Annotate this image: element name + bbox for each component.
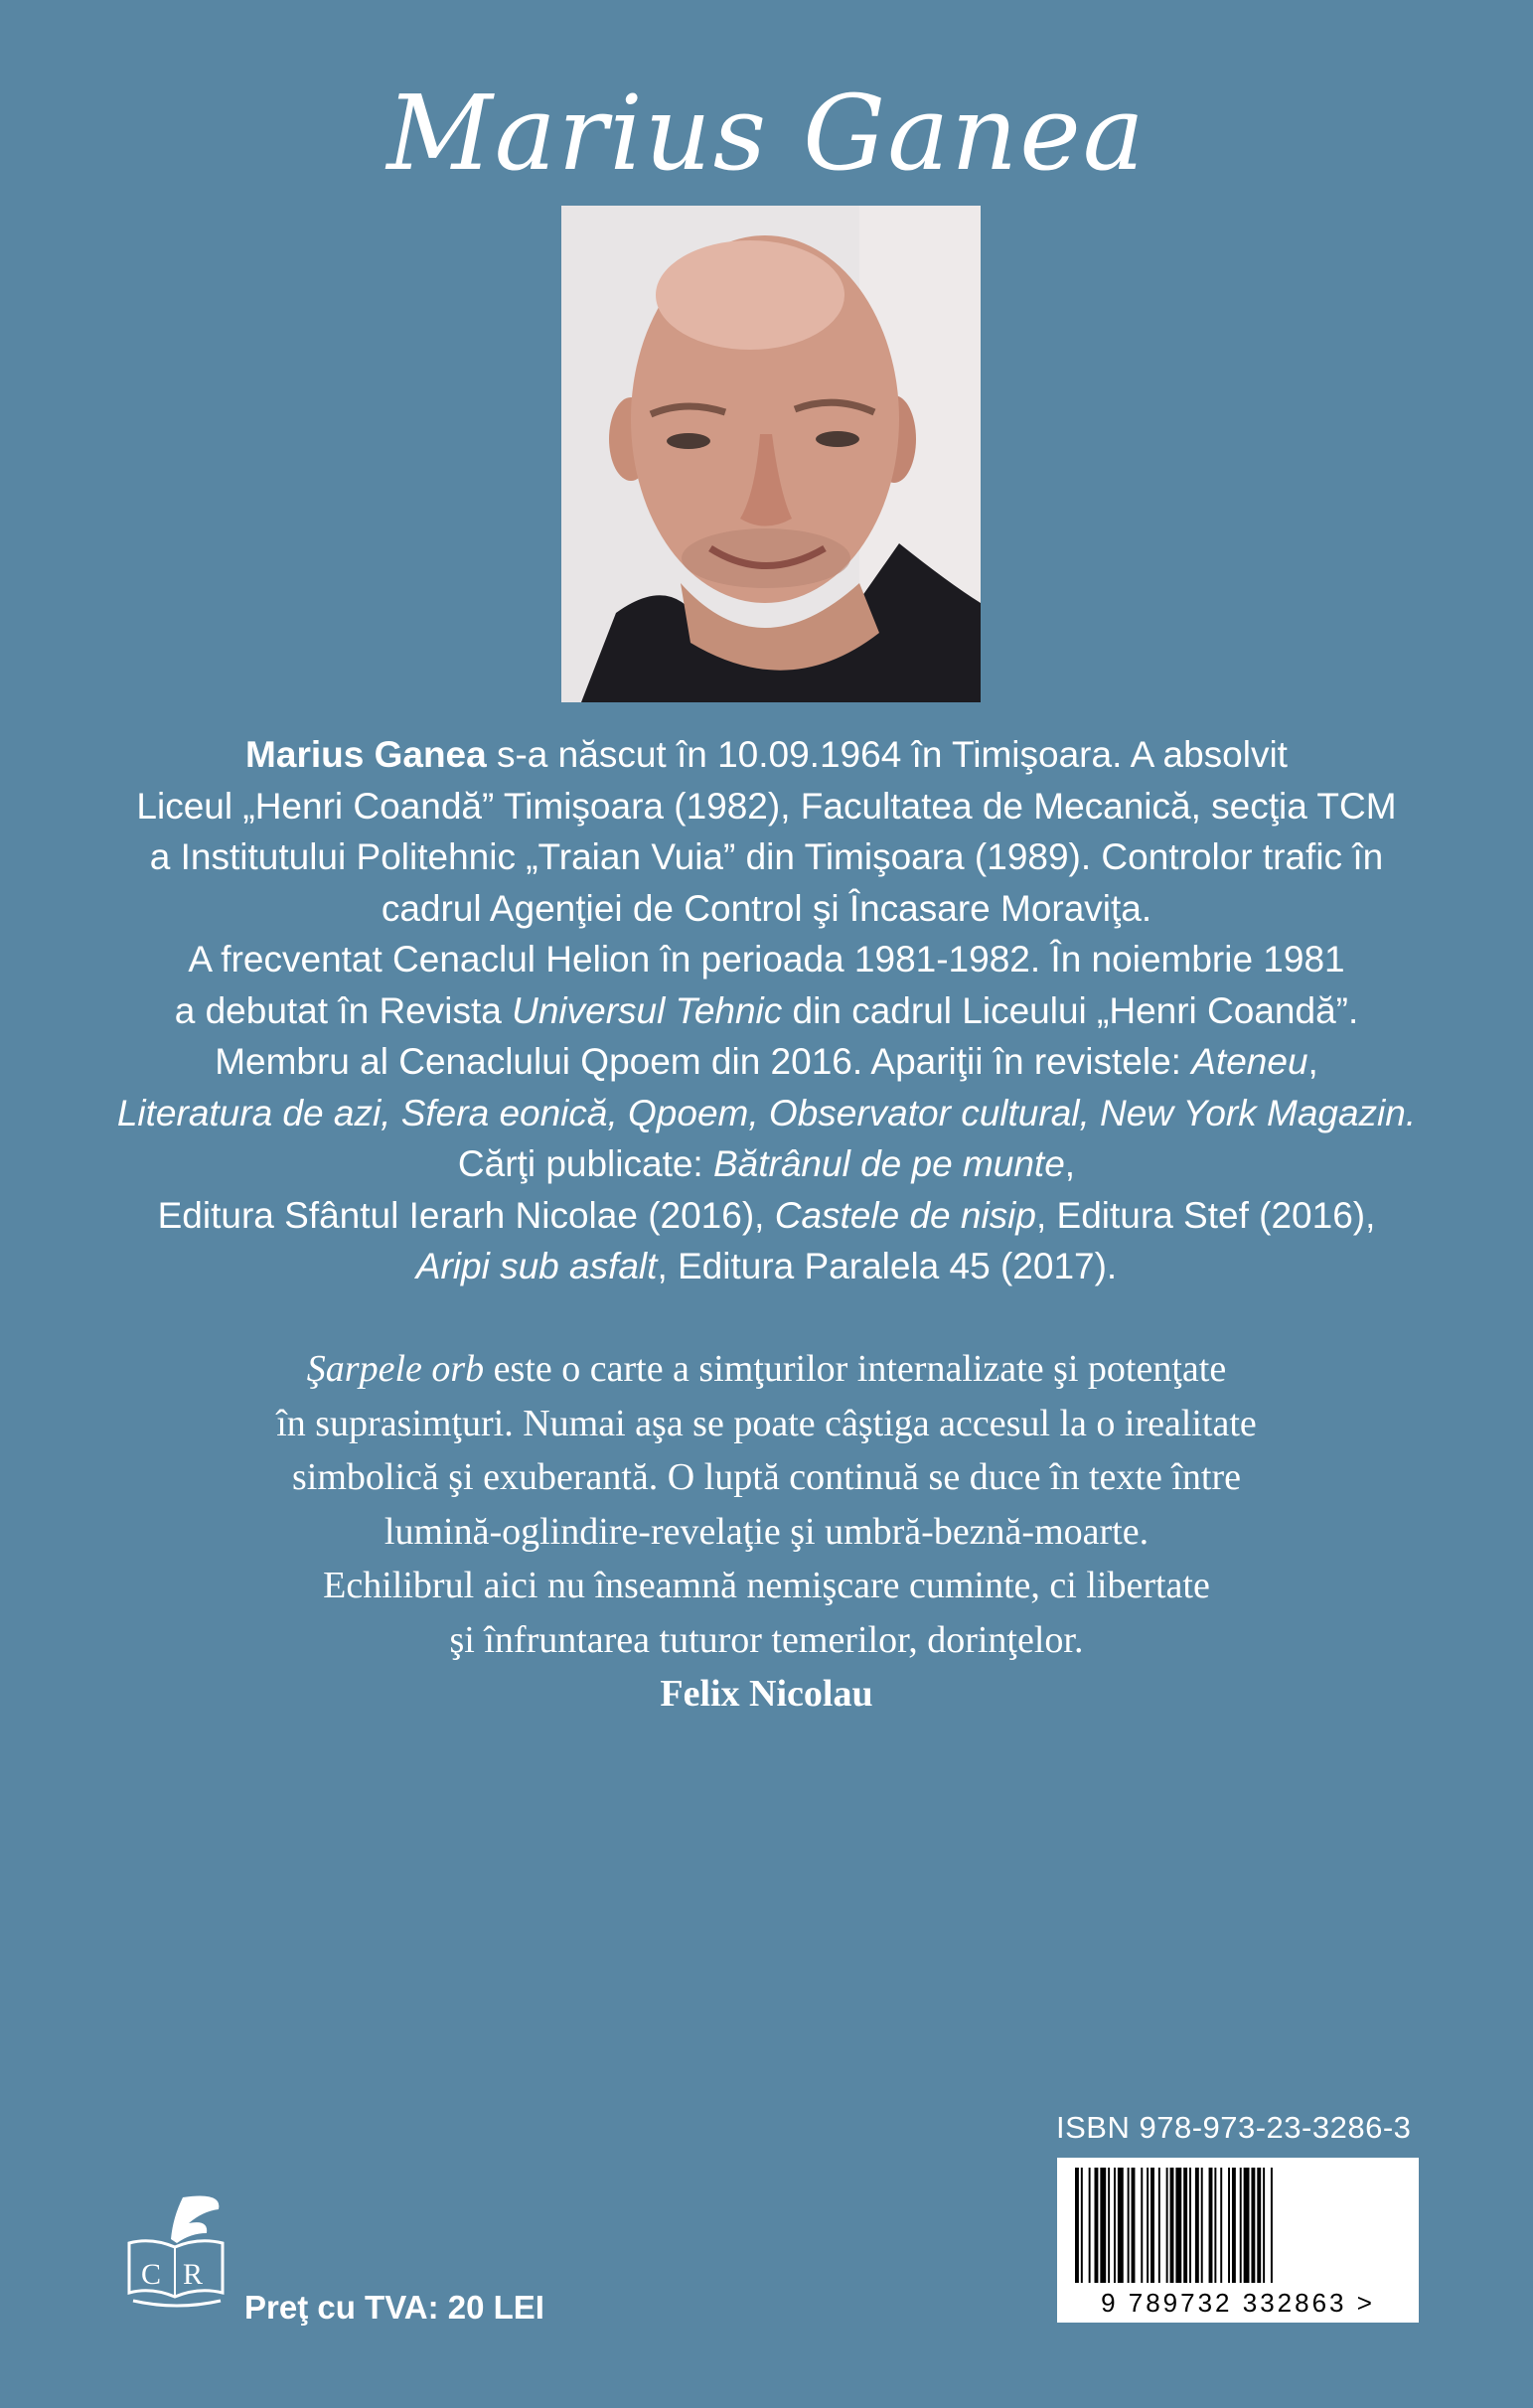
barcode-bar: [1118, 2168, 1124, 2283]
bio-text: Cărţi publicate:: [457, 1143, 713, 1184]
barcode-bar: [1147, 2168, 1149, 2283]
barcode-bar: [1095, 2168, 1099, 2283]
bio-line: [99, 1088, 1434, 1139]
book-blurb: [99, 1342, 1434, 1722]
blurb-line: şi înfruntarea tuturor temerilor, dorinţelor.: [449, 1618, 1084, 1661]
bio-italic: Literatura de azi, Sfera eonică, Qpoem, Observator cultural, New York Magazin.: [116, 1092, 1417, 1133]
barcode-bar: [1228, 2168, 1230, 2283]
bio-italic: Aripi sub asfalt: [415, 1246, 658, 1286]
book-title-italic: Şarpele orb: [306, 1348, 485, 1390]
author-biography: [99, 729, 1434, 1292]
isbn-label: ISBN 978-973-23-3286-3: [1056, 2110, 1412, 2145]
barcode-bar: [1263, 2168, 1265, 2283]
blurb-signature: Felix Nicolau: [660, 1673, 873, 1715]
logo-letter-c: C: [141, 2258, 162, 2291]
barcode-bar: [1175, 2168, 1181, 2283]
bio-text: Membru al Cenaclului Qpoem din 2016. Apariţii în revistele:: [215, 1041, 1192, 1082]
barcode-bar: [1189, 2168, 1191, 2283]
bio-line: [99, 1190, 1434, 1242]
barcode-bar: [1195, 2168, 1199, 2283]
author-portrait: [561, 206, 981, 702]
barcode-bar: [1081, 2168, 1083, 2283]
bio-italic: Ateneu: [1191, 1041, 1308, 1082]
blurb-text: este o carte a simţurilor internalizate şi potenţate: [484, 1348, 1227, 1390]
barcode-digits: 9 789732 332863 >: [1101, 2288, 1375, 2318]
barcode-bar: [1100, 2168, 1106, 2283]
bio-author-name: Marius Ganea: [245, 734, 487, 775]
bio-text: din cadrul Liceului „Henri Coandă”.: [782, 989, 1359, 1031]
barcode-bar: [1166, 2168, 1168, 2283]
bio-line: [99, 729, 1434, 781]
barcode-bar: [1220, 2168, 1222, 2283]
bio-line: a Institutului Politehnic „Traian Vuia” din Timişoara (1989). Controlor trafic în: [149, 836, 1384, 877]
barcode-bar: [1114, 2168, 1116, 2283]
barcode-bar: [1271, 2168, 1273, 2283]
barcode-bar: [1170, 2168, 1174, 2283]
barcode-bar: [1240, 2168, 1242, 2283]
barcode-bar: [1209, 2168, 1213, 2283]
barcode-bar: [1075, 2168, 1079, 2283]
barcode-bar: [1089, 2168, 1091, 2283]
bio-line: [99, 1138, 1434, 1190]
barcode-bar: [1183, 2168, 1187, 2283]
bio-line: [99, 1241, 1434, 1292]
barcode-bar: [1232, 2168, 1236, 2283]
barcode-bar: [1201, 2168, 1203, 2283]
isbn-barcode: [1057, 2158, 1419, 2323]
bio-line: [99, 985, 1434, 1037]
barcode-bar: [1257, 2168, 1261, 2283]
bio-text: a debutat în Revista: [174, 989, 513, 1031]
bio-italic: Universul Tehnic: [512, 989, 783, 1031]
publisher-logo: [123, 2189, 230, 2311]
bio-text: ,: [1064, 1143, 1076, 1184]
barcode-bar: [1214, 2168, 1216, 2283]
bio-text: s-a născut în 10.09.1964 în Timişoara. A absolvit: [486, 734, 1288, 775]
bio-line: A frecventat Cenaclul Helion în perioada 1981-1982. În noiembrie 1981: [188, 939, 1345, 979]
barcode-bar: [1132, 2168, 1136, 2283]
price-label: Preţ cu TVA: 20 LEI: [244, 2289, 544, 2326]
bio-line: [99, 1036, 1434, 1088]
quill-icon: [171, 2196, 219, 2244]
blurb-line: [99, 1342, 1434, 1397]
barcode-bar: [1108, 2168, 1110, 2283]
author-name-title: Marius Ganea: [386, 73, 1147, 194]
blurb-line: lumină-oglindire-revelaţie şi umbră-beznă-moarte.: [383, 1510, 1150, 1553]
blurb-line: Echilibrul aici nu înseamnă nemişcare cuminte, ci libertate: [323, 1565, 1210, 1606]
barcode-bar: [1150, 2168, 1154, 2283]
logo-letter-r: R: [183, 2258, 204, 2291]
bio-italic: Bătrânul de pe munte: [713, 1143, 1065, 1184]
bio-text: , Editura Stef (2016),: [1035, 1194, 1376, 1236]
blurb-line: în suprasimţuri. Numai aşa se poate câştiga accesul la o irealitate: [276, 1402, 1257, 1444]
barcode-bar: [1251, 2168, 1255, 2283]
bio-text: ,: [1307, 1041, 1318, 1082]
barcode-bar: [1128, 2168, 1130, 2283]
bio-italic: Castele de nisip: [774, 1194, 1036, 1236]
bio-line: cadrul Agenţiei de Control şi Încasare Moraviţa.: [381, 887, 1152, 929]
blurb-line: simbolică şi exuberantă. O luptă continuă se duce în texte între: [292, 1456, 1241, 1498]
barcode-bar: [1158, 2168, 1160, 2283]
barcode-bar: [1244, 2168, 1250, 2283]
bio-text: , Editura Paralela 45 (2017).: [657, 1246, 1118, 1286]
bio-line: Liceul „Henri Coandă” Timişoara (1982), Facultatea de Mecanică, secţia TCM: [136, 785, 1397, 827]
bio-text: Editura Sfântul Ierarh Nicolae (2016),: [157, 1194, 775, 1236]
barcode-bar: [1141, 2168, 1143, 2283]
